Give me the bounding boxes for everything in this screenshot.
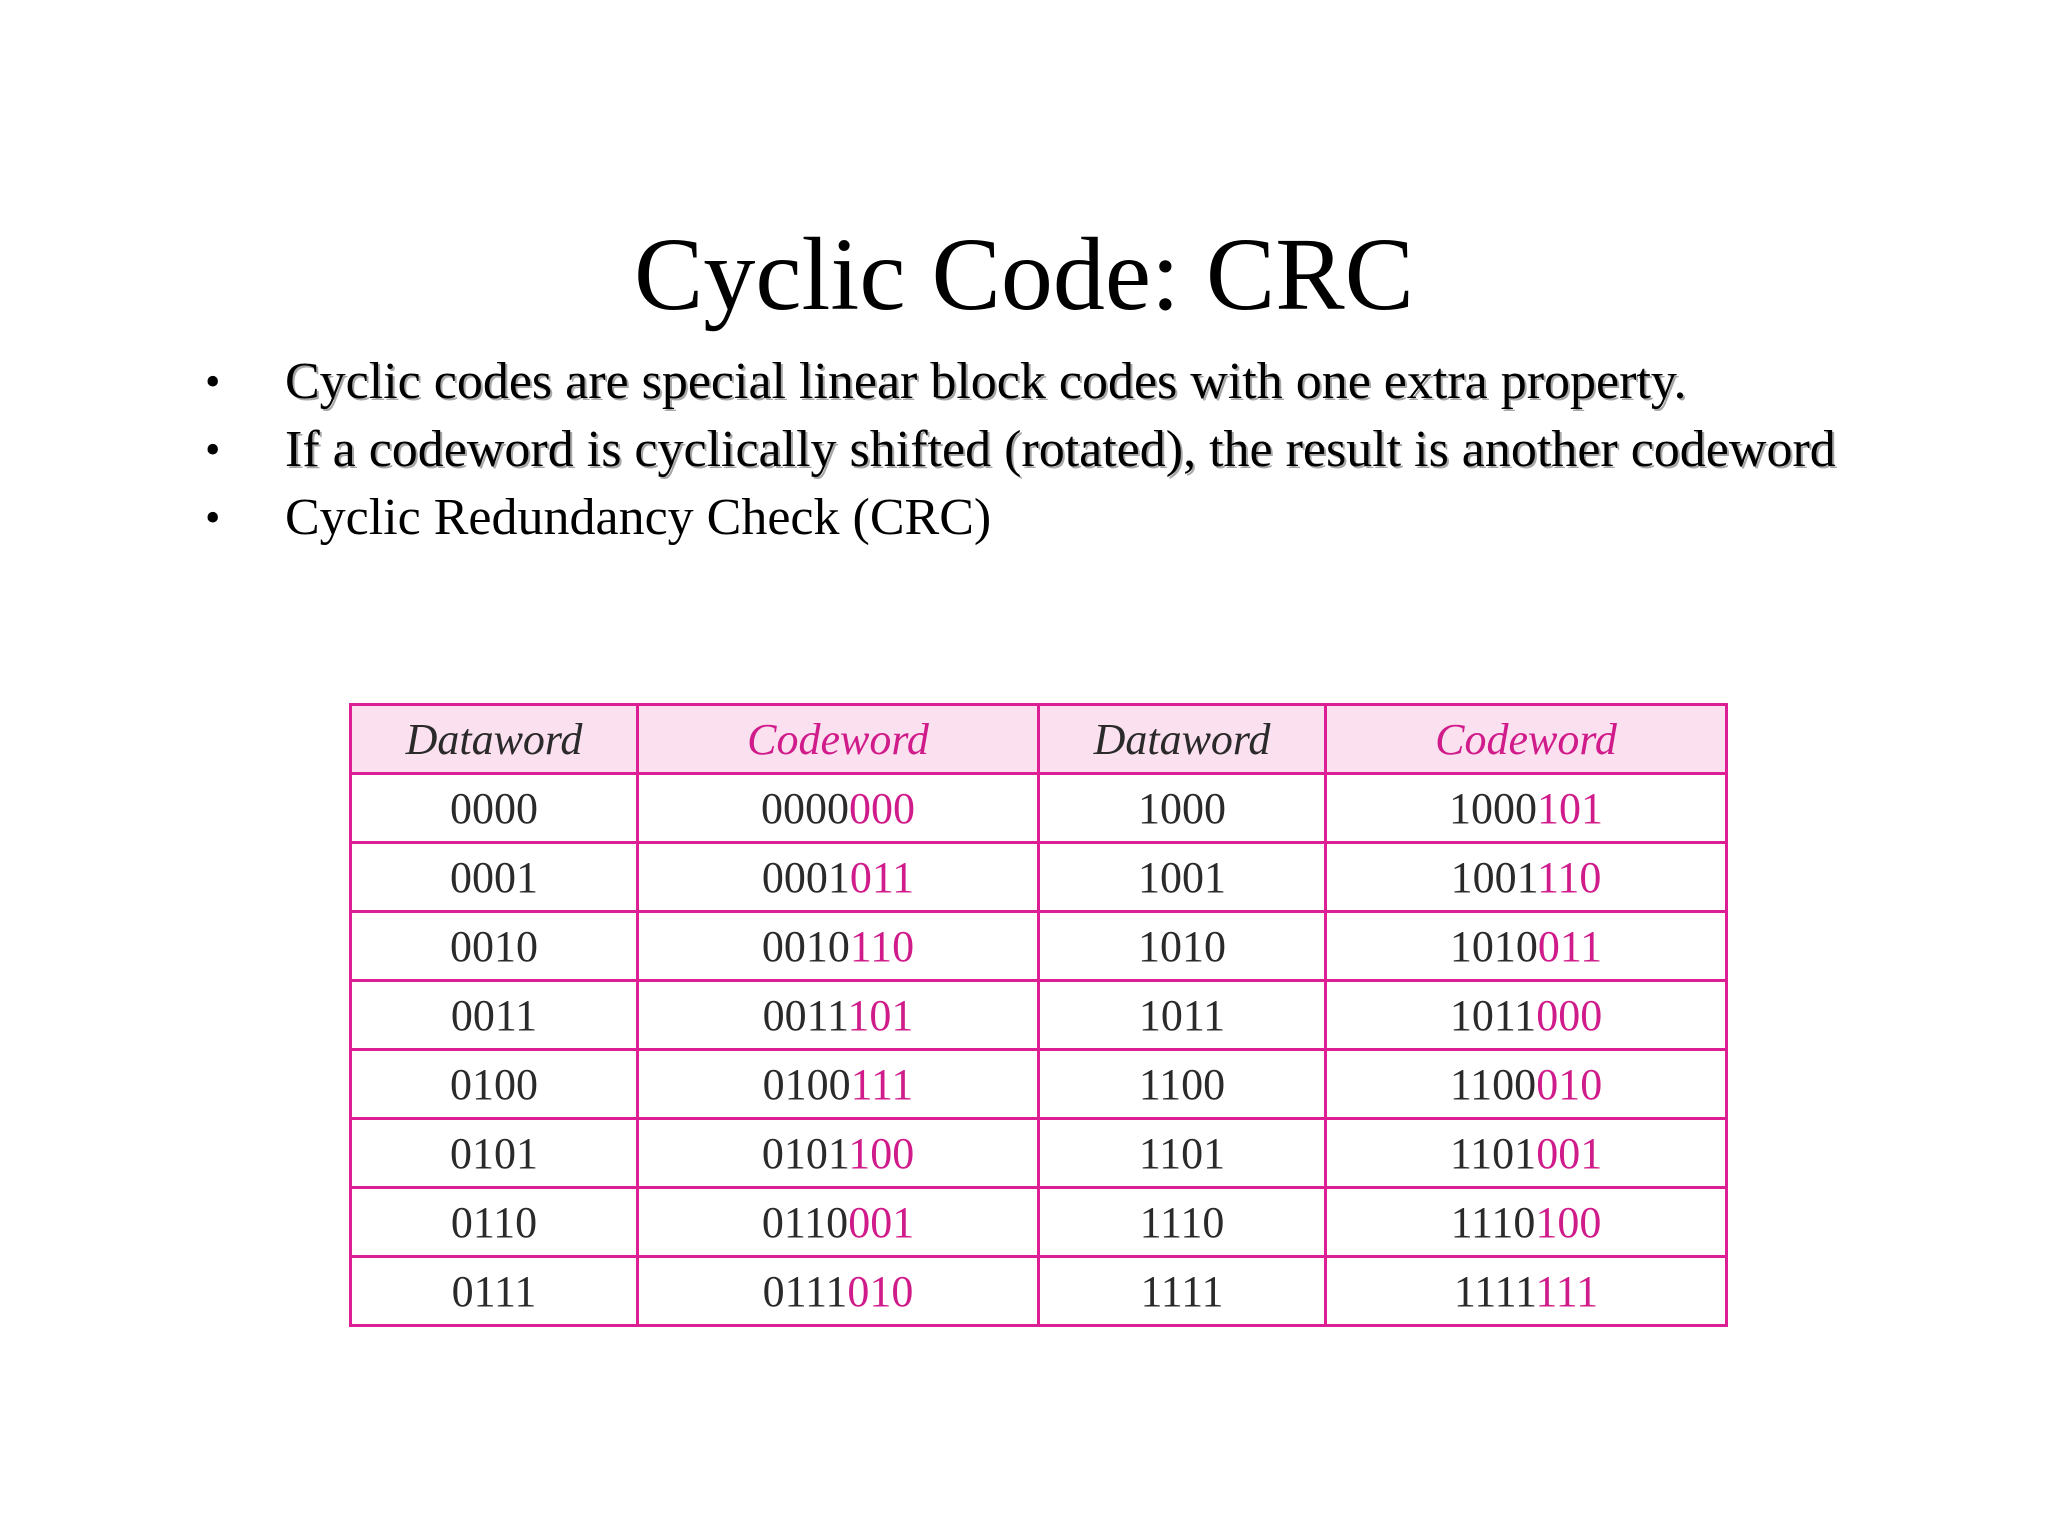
- codeword-header: Codeword: [638, 705, 1039, 774]
- codeword-redundant-bits: 110: [849, 921, 915, 971]
- table-row: [351, 1257, 1727, 1326]
- crc-codeword-table: [349, 703, 1728, 1327]
- codeword-redundant-bits: 000: [1536, 990, 1603, 1040]
- codeword-data-bits: 1101: [1449, 1128, 1537, 1178]
- bullet-item: [0, 355, 1885, 409]
- codeword-data-bits: 1000: [1449, 783, 1537, 833]
- dataword-cell: 0100: [351, 1050, 638, 1119]
- codeword-cell: [1326, 1257, 1727, 1326]
- codeword-redundant-bits: 101: [847, 990, 914, 1040]
- codeword-cell: [638, 1188, 1039, 1257]
- dataword-cell: 0101: [351, 1119, 638, 1188]
- dataword-cell: 0111: [351, 1257, 638, 1326]
- codeword-data-bits: 1110: [1450, 1197, 1536, 1247]
- codeword-cell: [638, 1050, 1039, 1119]
- codeword-data-bits: 1100: [1449, 1059, 1537, 1109]
- dataword-cell: 0000: [351, 774, 638, 843]
- codeword-redundant-bits: 010: [1536, 1059, 1603, 1109]
- codeword-cell: [1326, 912, 1727, 981]
- codeword-data-bits: 0101: [761, 1128, 849, 1178]
- codeword-cell: [638, 912, 1039, 981]
- table-row: [351, 774, 1727, 843]
- dataword-header: Dataword: [351, 705, 638, 774]
- codeword-data-bits: 0010: [761, 921, 850, 971]
- dataword-header: Dataword: [1039, 705, 1326, 774]
- dataword-cell: 1010: [1039, 912, 1326, 981]
- codeword-redundant-bits: 000: [849, 783, 915, 833]
- table-row: [351, 981, 1727, 1050]
- codeword-cell: [638, 843, 1039, 912]
- codeword-cell: [1326, 1050, 1727, 1119]
- dataword-cell: 1000: [1039, 774, 1326, 843]
- table-header-row: [351, 705, 1727, 774]
- codeword-data-bits: 0011: [762, 990, 848, 1040]
- codeword-redundant-bits: 100: [1535, 1197, 1602, 1247]
- codeword-cell: [1326, 1188, 1727, 1257]
- bullet-dot-icon: •: [205, 425, 221, 474]
- codeword-data-bits: 1001: [1450, 852, 1537, 902]
- table-row: [351, 1188, 1727, 1257]
- codeword-redundant-bits: 001: [1536, 1128, 1603, 1178]
- codeword-cell: [1326, 981, 1727, 1050]
- codeword-cell: [638, 1119, 1039, 1188]
- table-body: [351, 774, 1727, 1326]
- table-row: [351, 843, 1727, 912]
- codeword-cell: [1326, 1119, 1727, 1188]
- bullet-dot-icon: •: [205, 493, 221, 542]
- codeword-redundant-bits: 111: [850, 1059, 914, 1109]
- dataword-cell: 1110: [1039, 1188, 1326, 1257]
- codeword-data-bits: 1111: [1453, 1266, 1536, 1316]
- table-row: [351, 1119, 1727, 1188]
- dataword-cell: 1111: [1039, 1257, 1326, 1326]
- codeword-data-bits: 0111: [762, 1266, 848, 1316]
- bullet-text: Cyclic Redundancy Check (CRC): [285, 489, 992, 546]
- codeword-redundant-bits: 011: [849, 852, 915, 902]
- table-row: [351, 912, 1727, 981]
- dataword-cell: 1011: [1039, 981, 1326, 1050]
- bullet-item: [0, 423, 1885, 477]
- codeword-redundant-bits: 101: [1537, 783, 1603, 833]
- dataword-cell: 1001: [1039, 843, 1326, 912]
- codeword-header: Codeword: [1326, 705, 1727, 774]
- codeword-cell: [1326, 843, 1727, 912]
- bullet-text: If a codeword is cyclically shifted (rotated), the result is another codeword: [285, 421, 1836, 478]
- codeword-data-bits: 0000: [761, 783, 849, 833]
- dataword-cell: 0110: [351, 1188, 638, 1257]
- codeword-data-bits: 1011: [1449, 990, 1537, 1040]
- codeword-cell: [638, 774, 1039, 843]
- codeword-data-bits: 1010: [1449, 921, 1538, 971]
- bullet-list: [0, 355, 2048, 559]
- codeword-cell: [638, 1257, 1039, 1326]
- dataword-cell: 1101: [1039, 1119, 1326, 1188]
- codeword-data-bits: 0110: [761, 1197, 849, 1247]
- codeword-redundant-bits: 110: [1537, 852, 1602, 902]
- codeword-redundant-bits: 010: [847, 1266, 914, 1316]
- codeword-redundant-bits: 100: [848, 1128, 915, 1178]
- codeword-data-bits: 0100: [762, 1059, 851, 1109]
- codeword-cell: [1326, 774, 1727, 843]
- bullet-dot-icon: •: [205, 357, 221, 406]
- dataword-cell: 0001: [351, 843, 638, 912]
- codeword-cell: [638, 981, 1039, 1050]
- codeword-data-bits: 0001: [761, 852, 850, 902]
- slide-title: Cyclic Code: CRC: [634, 216, 1414, 332]
- codeword-redundant-bits: 111: [1535, 1266, 1599, 1316]
- table-row: [351, 1050, 1727, 1119]
- dataword-cell: 1100: [1039, 1050, 1326, 1119]
- dataword-cell: 0011: [351, 981, 638, 1050]
- dataword-cell: 0010: [351, 912, 638, 981]
- bullet-item: [0, 491, 1885, 545]
- codeword-redundant-bits: 001: [848, 1197, 915, 1247]
- bullet-text: Cyclic codes are special linear block codes with one extra property.: [285, 353, 1687, 410]
- codeword-redundant-bits: 011: [1537, 921, 1603, 971]
